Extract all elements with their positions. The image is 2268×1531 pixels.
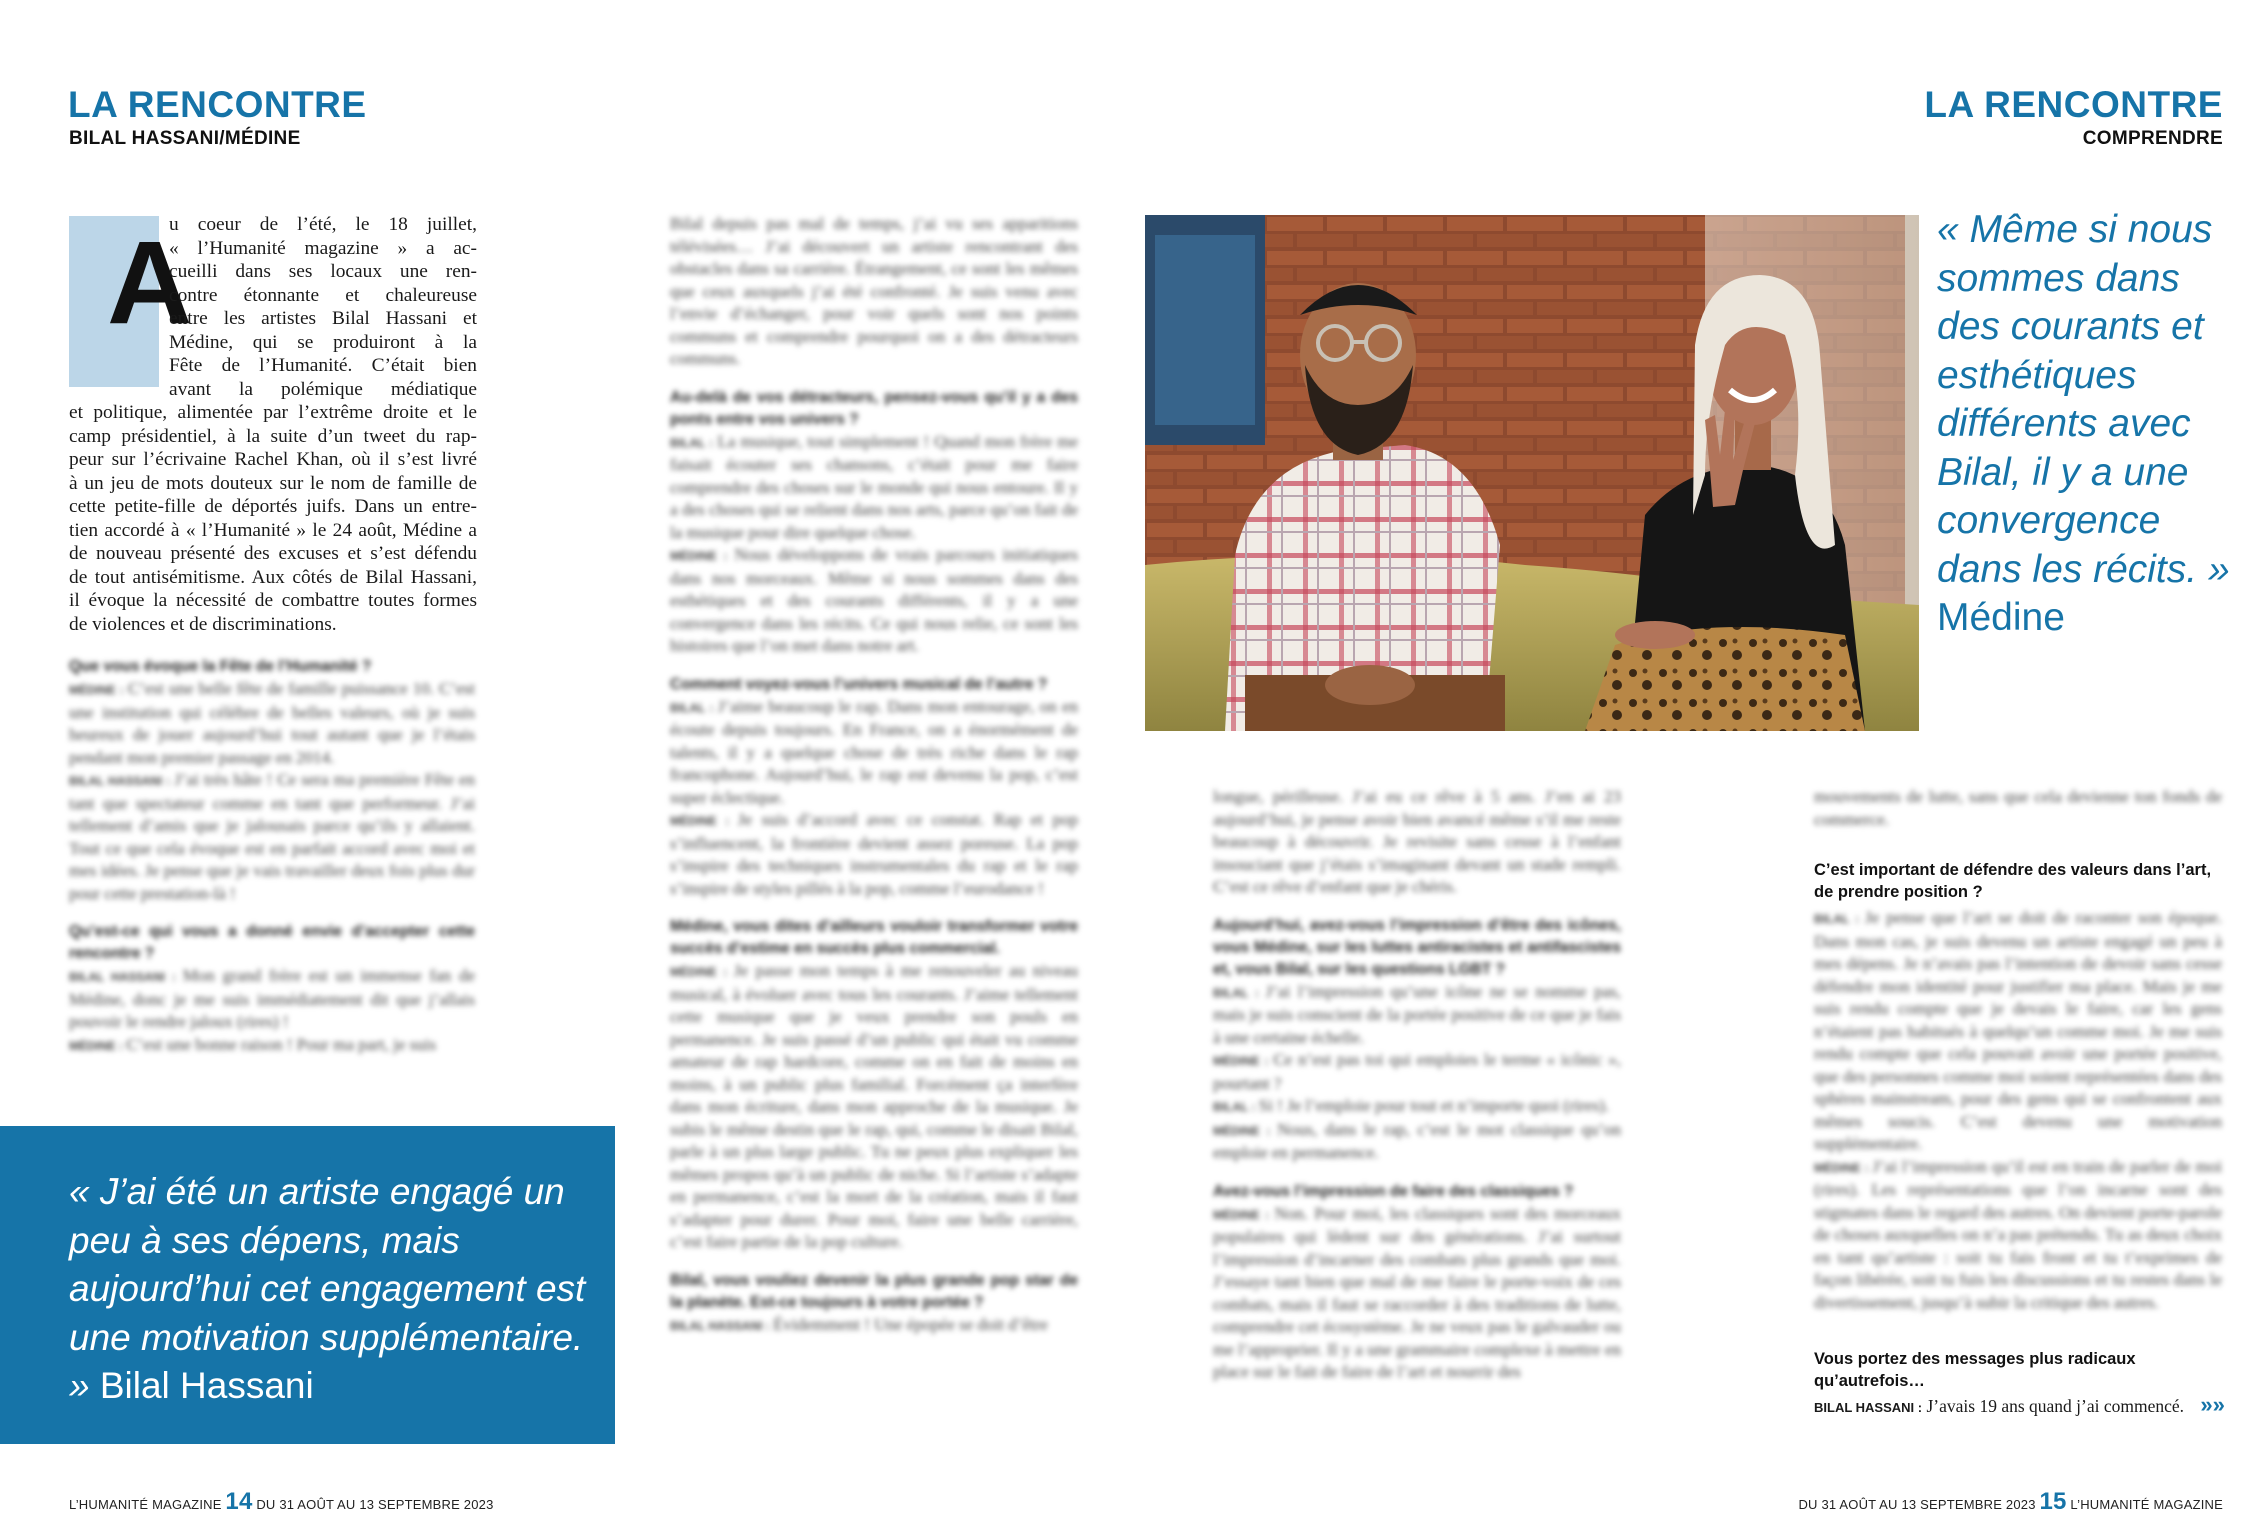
intro-line: de tout antisémitisme. Aux côtés de Bilal Hassani, (69, 566, 477, 588)
portrait-photo (1145, 215, 1919, 731)
folio-page-number: 15 (2039, 1488, 2067, 1515)
right-subrubric: COMPRENDRE (2082, 128, 2223, 149)
speaker-name: BILAL HASSANI : (69, 970, 183, 984)
intro-line: Fête de l’Humanité. C’était bien (169, 355, 477, 376)
interview-answer: MÉDINE : Ce n’est pas toi qui emploies le terme « icônic », pourtant ? (1213, 1050, 1621, 1093)
article-column-1 (69, 640, 475, 1057)
intro-line: cette petite-fille de déportés juifs. Dans un entre- (69, 496, 477, 517)
interview-question: Médine, vous dites d’ailleurs vouloir transformer votre succès d’estime en succès plus commercial. (670, 918, 1078, 957)
speaker-name: BILAL : (1814, 912, 1866, 926)
interview-answer: MÉDINE : Je suis d’accord avec ce constat. Rap et pop s’influencent, la frontière devient assez poreuse. La pop s’inspire des techniques instrumentales du rap et le rap s’inspire de styles pillés à la pop, comme l’eurodance ! (670, 810, 1079, 898)
speaker-name: BILAL : (670, 700, 718, 715)
speaker-name: BILAL : (1213, 985, 1266, 1000)
article-column-2 (670, 213, 1078, 1337)
speaker-name: BILAL HASSANI : (670, 1318, 774, 1333)
interview-answer: BILAL HASSANI : J’ai très hâte ! Ce sera ma première Fête en tant que spectateur comme en tant que performeur. J’ai tellement d’amis que je jalousais parce qu’ils y allaient. Tout ce que cela évoque est en parfait accord avec moi et mes idées. Je pense que je vais travailler deux fois plus dur pour cette prestation-là ! (69, 770, 475, 903)
interview-answer: BILAL HASSANI : Mon grand frère est un immense fan de Médine, donc je me suis immédiatement dit que j’allais pouvoir le rendre jaloux (rires) ! (69, 966, 475, 1031)
article-column-4 (1814, 786, 2225, 1419)
pull-quote-text (69, 1168, 589, 1411)
intro-paragraph (69, 213, 477, 636)
column-4-top-text: mouvements de lutte, sans que cela devienne ton fonds de commerce. (1814, 787, 2222, 829)
intro-line: de nouveau présenté des excuses et s’est défendu (69, 543, 477, 564)
column-4-answers (1814, 907, 2222, 1314)
speaker-name: BILAL : (1213, 1100, 1259, 1114)
speaker-name: BILAL HASSANI : (69, 774, 175, 788)
left-rubric: LA RENCONTRE (68, 84, 367, 125)
interview-answer: BILAL : Si ! Je l’emploie pour tout et n’importe quoi (rires). (1213, 1096, 1610, 1115)
interview-answer: MÉDINE : J’ai l’impression qu’il est en train de parler de moi (rires). Les représentations que l’on incarne sont des stigmates dans le regard des autres. On devient porte-parole de choses auxquelles on n’a pas prétendu. Tu as deux choix en tant qu’artiste : soit tu fais front et tu t’exprimes de façon libérée, soit tu fuis les discussions et tu restes dans le divertissement, jusqu’à subir la critique des autres. (1814, 1156, 2222, 1312)
intro-line: cueilli dans ses locaux une ren- (169, 261, 477, 282)
interview-answer: longue, périlleuse. J’ai eu ce rêve à 5 ans. J’en ai 23 aujourd’hui, je pense avoir bien avancé même s’il me reste beaucoup à découvrir. Je revisite sans cesse à l’enfant insouciant que j’étais s’imaginant devant un stade rempli. C’est ce rêve d’enfant que je chéris. (1213, 787, 1621, 896)
question-radical: Vous portez des messages plus radicaux qu’autrefois… (1814, 1350, 2136, 1390)
pull-quote-body: « J’ai été un artiste engagé un peu à ses dépens, mais aujourd’hui cet engagement est une motivation supplémentaire. » (69, 1171, 586, 1406)
interview-answer: BILAL HASSANI : Évidemment ! Une épopée se doit d’être (670, 1314, 1048, 1334)
intro-line: entre les artistes Bilal Hassani et (169, 308, 477, 329)
answer-speaker: BILAL HASSANI : (1814, 1400, 1923, 1415)
intro-line: Médine, qui se produiront à la (169, 331, 477, 353)
interview-answer: MÉDINE : C’est une bonne raison ! Pour ma part, je suis (69, 1034, 437, 1054)
dropcap-letter: A (107, 217, 193, 349)
interview-question: Aujourd’hui, avez-vous l’impression d’être des icônes, vous Médine, sur les luttes antiracistes et antifascistes et, vous Bilal, sur les questions LGBT ? (1213, 916, 1621, 978)
intro-line: camp présidentiel, à la suite d’un tweet du rap- (69, 425, 477, 447)
folio-brand: L’HUMANITÉ MAGAZINE (2070, 1497, 2223, 1512)
answer-text: J’avais 19 ans quand j’ai commencé. (1926, 1396, 2185, 1416)
folio-dates: DU 31 AOÛT AU 13 SEPTEMBRE 2023 (1798, 1497, 2036, 1512)
photo-illustration (1145, 215, 1919, 731)
intro-line: avant la polémique médiatique (169, 378, 477, 400)
interview-answer: MÉDINE : Je passe mon temps à me renouveler au niveau musical, à évoluer avec tous les courants. J’aime tellement cette musique que je veux prendre son pouls en permanence. Je suis passé d’un public qui était vu comme amateur de rap hardcore, comme on en fait de moins en moins, à un public plus familial. Forcément ça interfère dans mon écriture, dans mon approche de la musique. Je subis le même destin que le rap, qui, comme le disait Bilal, parle à un plus large public. Tu ne peux plus expliquer les mêmes propos qu’à un public de niche. Si l’artiste s’adapte en permanence, c’est la mort de la création, mais il faut s’adapter pour durer. Pour moi, faire une belle carrière, c’est faire partie de la pop culture. (670, 961, 1079, 1251)
interview-question: Comment voyez-vous l’univers musical de l’autre ? (670, 675, 1048, 693)
intro-line: « l’Humanité magazine » a ac- (169, 237, 477, 259)
speaker-name: MÉDINE : (69, 683, 128, 697)
left-folio (69, 1488, 494, 1516)
interview-answer: MÉDINE : C’est une belle fête de famille puissance 10. C’est une institution qui célèbre de belles valeurs, où je suis heureux de jouer aujourd’hui tout autant que je l’étais pendant mon premier passage en 2014. (69, 679, 475, 767)
interview-answer: MÉDINE : Nous, dans le rap, c’est le mot classique qu’on emploie en permanence. (1213, 1119, 1621, 1162)
interview-answer: MÉDINE : Non. Pour moi, les classiques sont des morceaux populaires qui lèdent sur des générations. J’ai surtout l’impression d’incarner des combats plus grands que moi. J’essaye tant bien que mal de me faire le porte-voix de ces combats, mais il faut se raccorder à des traditions de lutte, comprendre cet écosystème. Je ne veux pas le galvauder ou me l’approprier. Il y a une grammaire complexe à mettre en place sur le fait de faire de l’art et nourrir des (1213, 1203, 1621, 1381)
intro-line: tien accordé à « l’Humanité » le 24 août, Médine a (69, 519, 477, 541)
right-pull-quote-body: « Même si nous sommes dans des courants et esthétiques différents avec Bilal, il y a une convergence dans les récits. » (1937, 208, 2230, 591)
folio-dates: DU 31 AOÛT AU 13 SEPTEMBRE 2023 (256, 1497, 494, 1512)
interview-answer: MÉDINE : Nous développons de vrais parcours initiatiques dans nos morceaux. Même si nous sommes dans des esthétiques et des courants différents, il y a une convergence dans les récits. Ce qui nous relie, ce sont les histoires que l’on met dans notre art. (670, 545, 1078, 655)
interview-question: Au-delà de vos détracteurs, pensez-vous qu’il y a des ponts entre vos univers ? (670, 388, 1078, 428)
interview-question: Bilal, vous vouliez devenir la plus grande pop star de la planète. Est-ce toujours à votre portée ? (670, 1271, 1078, 1311)
pull-quote-author: Bilal Hassani (99, 1365, 314, 1406)
intro-line: contre étonnante et chaleureuse (169, 284, 477, 306)
interview-answer: BILAL : La musique, tout simplement ! Quand mon frère me faisait écouter ses chansons, c’était pour me faire comprendre des choses sur le monde qui nous entoure. Il y a des choses qui se relient dans nos arts, parce qu’on fait de la musique pour dire quelque chose. (670, 431, 1078, 542)
right-rubric: LA RENCONTRE (1924, 84, 2223, 125)
interview-answer: BILAL : Je pense que l’art se doit de raconter son époque. Dans mon cas, je suis devenu un artiste engagé un peu à mes dépens. Je n’avais pas l’intention de devoir sans cesse défendre mon identité pour justifier ma place. Mais je me suis rendu compte que je devais le faire, car les gens n’étaient pas habitués à quelqu’un comme moi. Je me suis rendu compte que cela pouvait avoir une portée positive, que des personnes comme moi soient représentées dans des sphères mainstream, pour des gens qui se confrontent aux mêmes soucis. C’est devenu une motivation supplémentaire. (1814, 908, 2222, 1153)
right-pull-quote-author: Médine (1937, 596, 2065, 639)
speaker-name: MÉDINE : (670, 549, 735, 563)
pull-quote-box (0, 1126, 615, 1444)
folio-brand: L’HUMANITÉ MAGAZINE (69, 1497, 222, 1512)
speaker-name: MÉDINE : (1814, 1160, 1873, 1175)
interview-question: Que vous évoque la Fête de l’Humanité ? (69, 658, 372, 675)
speaker-name: MÉDINE : (69, 1038, 127, 1053)
interview-answer: BILAL : J’ai l’impression qu’une icône ne se nomme pas, mais je suis conscient de la portée positive de ce que je fais à une certaine échelle. (1213, 981, 1621, 1047)
speaker-name: MÉDINE : (670, 814, 738, 828)
speaker-name: BILAL : (670, 435, 718, 450)
speaker-name: MÉDINE : (1213, 1207, 1275, 1222)
continue-arrow-icon: »» (2200, 1392, 2225, 1417)
interview-question: Avez-vous l’impression de faire des classiques ? (1213, 1182, 1574, 1200)
intro-line: de violences et de discriminations. (69, 613, 337, 635)
intro-line: peur sur l’écrivaine Rachel Khan, où il s’est livré (69, 449, 477, 470)
left-subrubric: BILAL HASSANI/MÉDINE (69, 128, 301, 149)
article-column-3 (1213, 786, 1621, 1384)
speaker-name: MÉDINE : (1213, 1123, 1278, 1138)
intro-line: à un jeu de mots douteux sur le nom de famille de (69, 472, 477, 494)
right-folio (1798, 1488, 2223, 1516)
intro-line: et politique, alimentée par l’extrême droite et le (69, 402, 477, 423)
right-pull-quote (1937, 206, 2237, 643)
intro-line: il évoque la nécessité de combattre toutes formes (69, 590, 477, 611)
question-values: C’est important de défendre des valeurs dans l’art, de prendre position ? (1814, 861, 2212, 901)
speaker-name: MÉDINE : (1213, 1054, 1274, 1068)
intro-line: u coeur de l’été, le 18 juillet, (169, 214, 477, 235)
folio-page-number: 14 (225, 1488, 253, 1515)
interview-question: Qu’est-ce qui vous a donné envie d’accepter cette rencontre ? (69, 923, 475, 962)
speaker-name: MÉDINE : (670, 965, 734, 979)
interview-answer: BILAL : J’aime beaucoup le rap. Dans mon entourage, on en écoute depuis toujours. En France, on a énormément de talents, il y a quelque chose de très riche dans le rap francophone. Aujourd’hui, le rap est devenu la pop, c’est super éclectique. (670, 696, 1078, 807)
interview-answer: Bilal depuis pas mal de temps, j’ai vu ses apparitions télévisées… J’ai découvert un artiste rencontrant des obstacles dans sa carrière. Étrangement, ce sont les mêmes que ceux auxquels j’ai été confronté. Je suis venu avec l’envie d’échanger, pour voir quels sont nos points communs et comprendre pourquoi on a des détracteurs communs. (670, 214, 1078, 368)
answer-bilal (1814, 1392, 2225, 1419)
